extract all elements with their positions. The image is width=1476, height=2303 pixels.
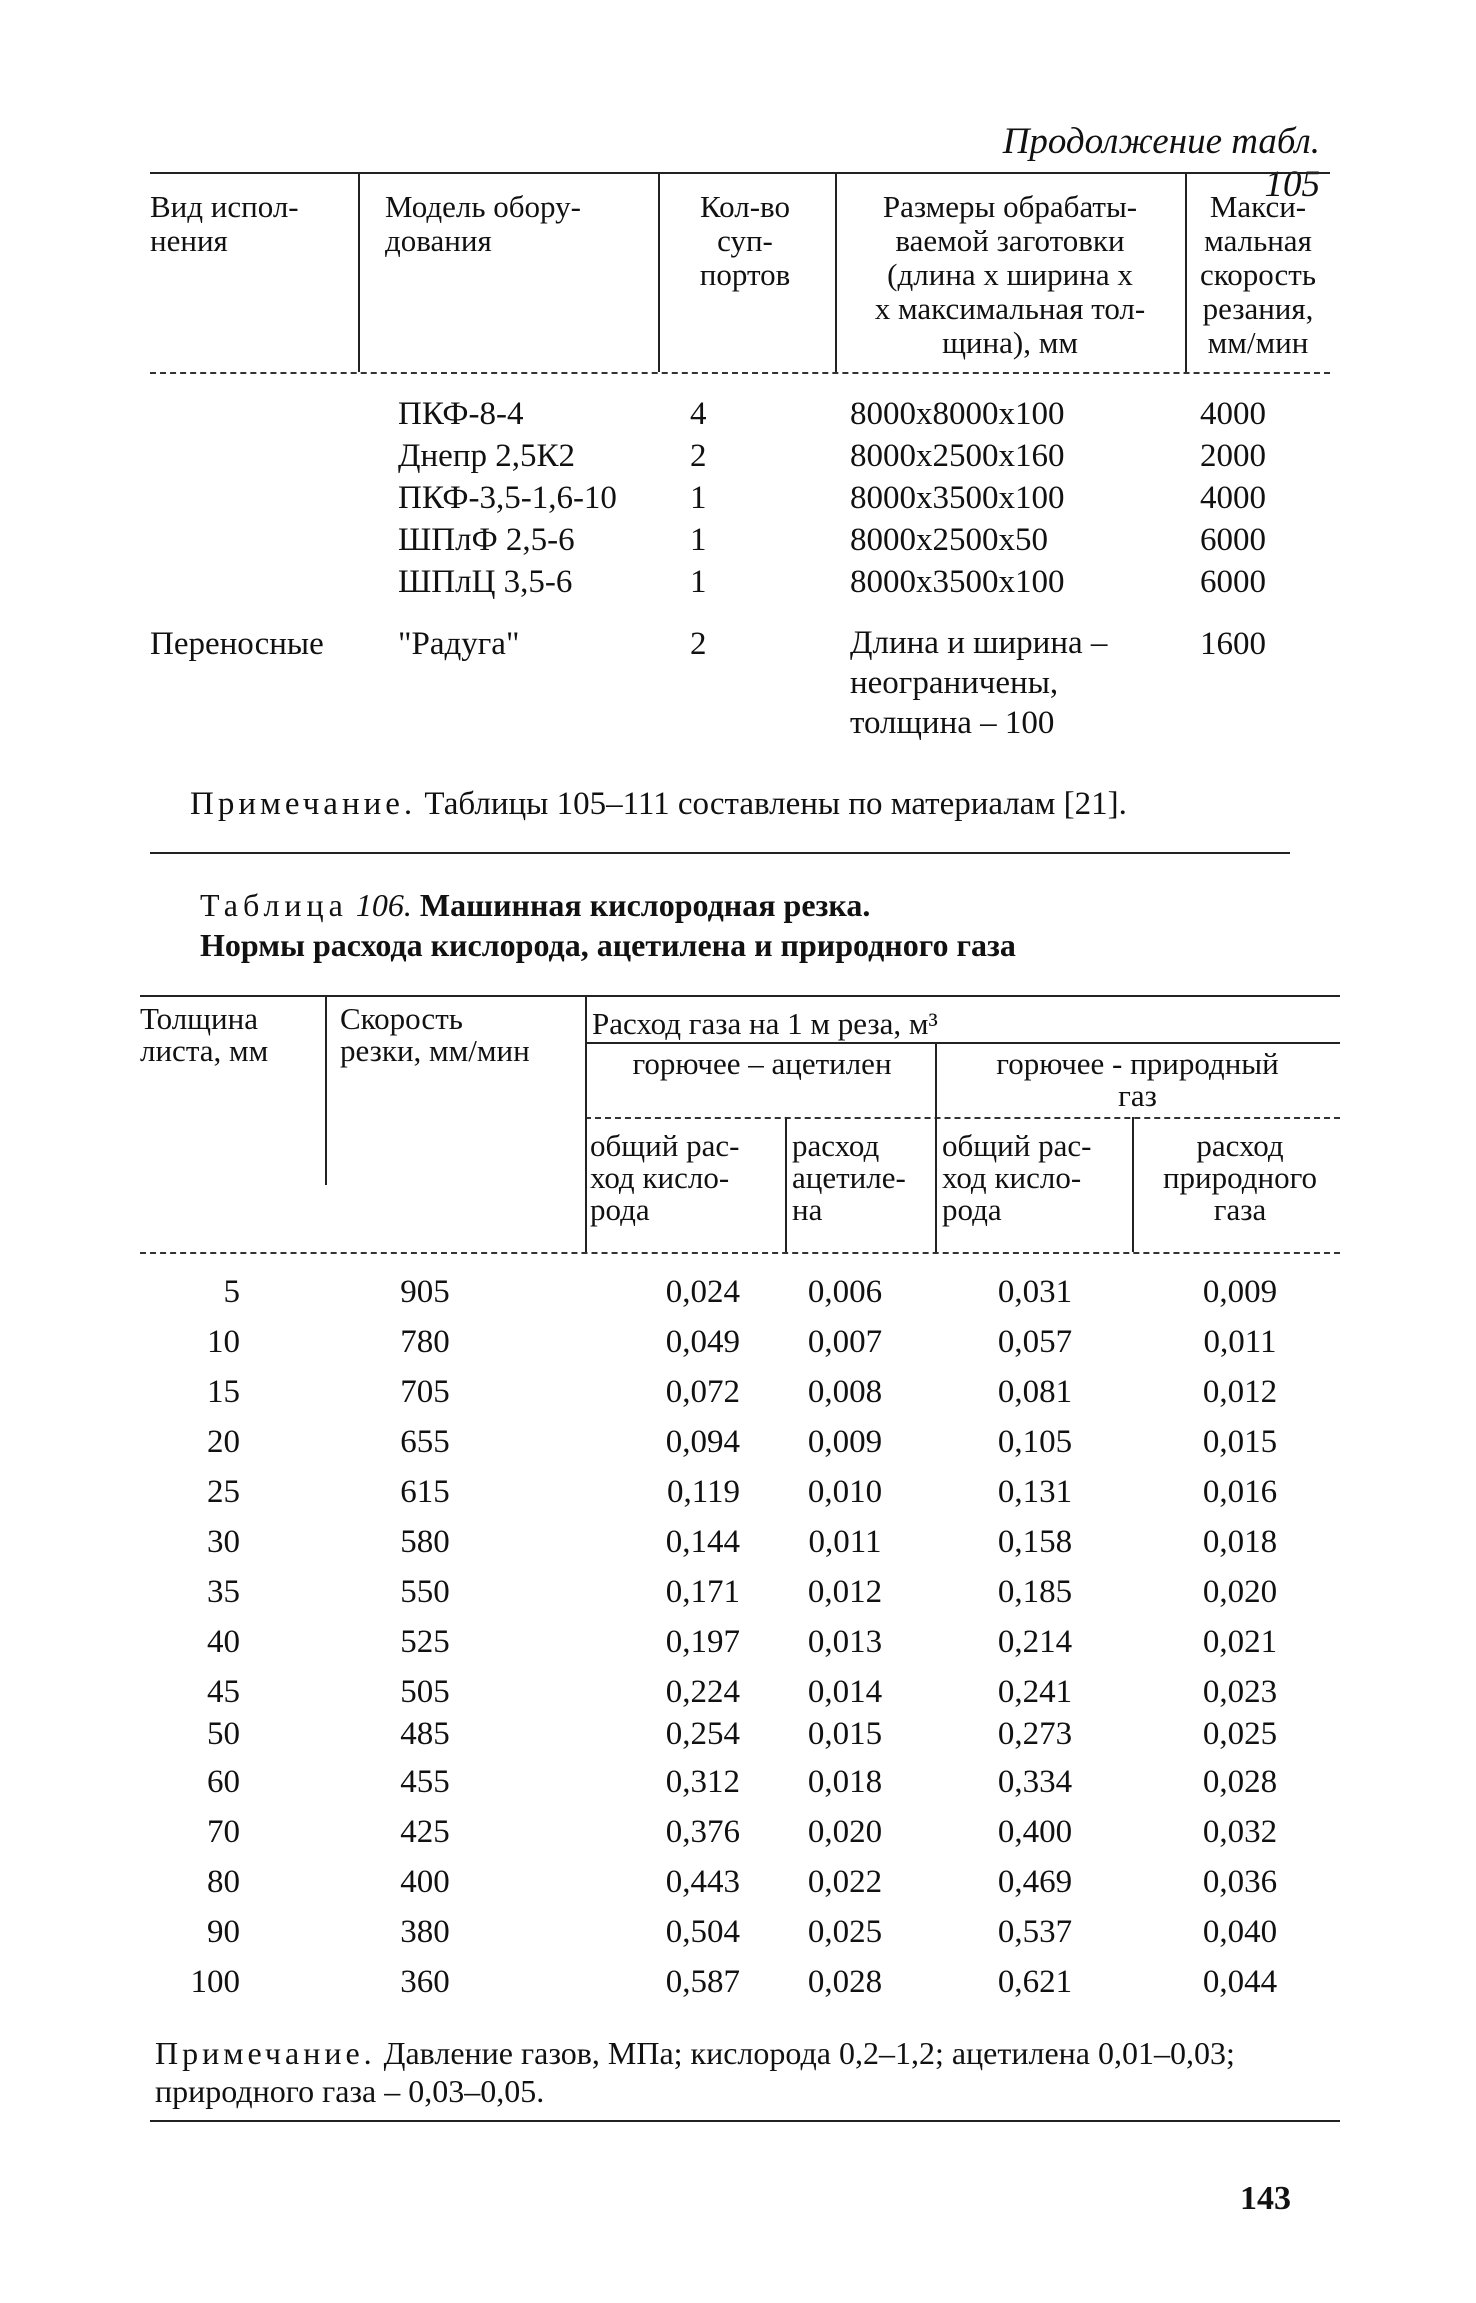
header-acetylene-flow: расход ацетиле- на: [792, 1128, 906, 1227]
note-table-106: [155, 2034, 1355, 2110]
speed-cell: 550: [400, 1574, 450, 1610]
acetylene-cell: 0,007: [807, 1324, 883, 1360]
header-natural-flow: расход природного газа: [1162, 1128, 1318, 1227]
acetylene-cell: 0,015: [807, 1716, 883, 1752]
count-cell: 1: [690, 522, 707, 558]
thickness-cell: 10: [207, 1324, 240, 1360]
column-divider: [358, 172, 360, 372]
column-divider: [1185, 172, 1187, 372]
speed-cell: 615: [400, 1474, 450, 1510]
speed-cell: 455: [400, 1764, 450, 1800]
acetylene-cell: 0,018: [807, 1764, 883, 1800]
size-cell: 8000x2500x50: [850, 522, 1048, 558]
oxygen-acetylene-cell: 0,587: [665, 1964, 740, 2000]
table-row: [0, 1958, 1476, 2006]
thickness-cell: 25: [207, 1474, 240, 1510]
header-type: Вид испол- нения: [150, 189, 299, 258]
table-row: [0, 1468, 1476, 1516]
header-bottom-rule: [140, 1252, 1340, 1254]
oxygen-natural-cell: 0,537: [997, 1914, 1073, 1950]
header-model: Модель обору- дования: [385, 189, 581, 258]
table-row: [0, 1808, 1476, 1856]
thickness-cell: 40: [207, 1624, 240, 1660]
header-size: Размеры обрабаты- ваемой заготовки (длина x ширина x x максимальная тол- щина), мм: [874, 189, 1146, 360]
table-label: Таблица: [200, 887, 348, 923]
natural-gas-cell: 0,023: [1202, 1674, 1278, 1710]
column-divider: [585, 995, 587, 1252]
table-row: [0, 1668, 1476, 1716]
header-oxygen-total-acetylene: общий рас- ход кисло- рода: [590, 1128, 740, 1227]
natural-gas-cell: 0,036: [1202, 1864, 1278, 1900]
natural-gas-cell: 0,011: [1203, 1324, 1277, 1360]
table-row: [0, 1568, 1476, 1616]
bottom-rule: [150, 2120, 1340, 2122]
table-106-title: [200, 885, 1016, 965]
oxygen-acetylene-cell: 0,049: [665, 1324, 740, 1360]
table-row: [0, 1418, 1476, 1466]
subgroup-rule: [585, 1117, 1340, 1119]
oxygen-acetylene-cell: 0,224: [665, 1674, 740, 1710]
table-row: [0, 1268, 1476, 1316]
count-cell: 2: [690, 626, 707, 662]
acetylene-cell: 0,006: [807, 1274, 883, 1310]
oxygen-natural-cell: 0,621: [997, 1964, 1073, 2000]
thickness-cell: 30: [207, 1524, 240, 1560]
column-divider: [1132, 1117, 1134, 1252]
speed-cell: 360: [400, 1964, 450, 2000]
oxygen-natural-cell: 0,031: [997, 1274, 1073, 1310]
size-cell: 8000x3500x100: [850, 564, 1065, 600]
table-row: [0, 1518, 1476, 1566]
acetylene-cell: 0,014: [807, 1674, 883, 1710]
acetylene-cell: 0,013: [807, 1624, 883, 1660]
thickness-cell: 5: [223, 1274, 240, 1310]
oxygen-acetylene-cell: 0,504: [665, 1914, 740, 1950]
oxygen-acetylene-cell: 0,119: [666, 1474, 740, 1510]
gas-flow-underline: [585, 1042, 1340, 1044]
count-cell: 1: [690, 480, 707, 516]
speed-cell: 485: [400, 1716, 450, 1752]
natural-gas-cell: 0,016: [1202, 1474, 1278, 1510]
oxygen-acetylene-cell: 0,094: [665, 1424, 740, 1460]
table-row: [0, 1618, 1476, 1666]
thickness-cell: 35: [207, 1574, 240, 1610]
column-divider: [785, 1117, 787, 1252]
thickness-cell: 100: [190, 1964, 240, 2000]
size-cell: Длина и ширина – неограничены, толщина – 100: [850, 625, 1108, 741]
acetylene-cell: 0,022: [807, 1864, 883, 1900]
speed-cell: 505: [400, 1674, 450, 1710]
acetylene-cell: 0,028: [807, 1964, 883, 2000]
oxygen-acetylene-cell: 0,254: [665, 1716, 740, 1752]
natural-gas-cell: 0,018: [1202, 1524, 1278, 1560]
header-count: Кол-во суп- портов: [699, 189, 791, 292]
model-cell: ШПлЦ 3,5-6: [398, 564, 573, 600]
oxygen-natural-cell: 0,057: [997, 1324, 1073, 1360]
note-table-105: [190, 786, 1127, 823]
speed-cell: 400: [400, 1864, 450, 1900]
oxygen-natural-cell: 0,081: [997, 1374, 1073, 1410]
model-cell: ШПлФ 2,5-6: [398, 522, 575, 558]
speed-cell: 380: [400, 1914, 450, 1950]
oxygen-natural-cell: 0,273: [997, 1716, 1073, 1752]
table-number: 106.: [355, 887, 412, 923]
thickness-cell: 70: [207, 1814, 240, 1850]
thickness-cell: 50: [207, 1716, 240, 1752]
type-cell: Переносные: [150, 626, 324, 662]
continuation-title: Продолжение табл. 105: [1002, 121, 1320, 205]
table-row: [0, 1318, 1476, 1366]
note-label: Примечание.: [190, 786, 417, 822]
header-bottom-rule: [150, 372, 1330, 374]
natural-gas-cell: 0,012: [1202, 1374, 1278, 1410]
oxygen-acetylene-cell: 0,376: [665, 1814, 740, 1850]
natural-gas-cell: 0,021: [1202, 1624, 1278, 1660]
speed-cell: 6000: [1200, 564, 1266, 600]
column-divider: [325, 995, 327, 1185]
oxygen-natural-cell: 0,334: [997, 1764, 1073, 1800]
oxygen-natural-cell: 0,214: [997, 1624, 1073, 1660]
speed-cell: 6000: [1200, 522, 1266, 558]
oxygen-natural-cell: 0,185: [997, 1574, 1073, 1610]
size-cell: 8000x2500x160: [850, 438, 1065, 474]
speed-cell: 525: [400, 1624, 450, 1660]
thickness-cell: 45: [207, 1674, 240, 1710]
speed-cell: 705: [400, 1374, 450, 1410]
table-top-rule: [150, 172, 1330, 174]
column-divider: [935, 1042, 937, 1252]
oxygen-natural-cell: 0,241: [997, 1674, 1073, 1710]
table-top-rule: [140, 995, 1340, 997]
acetylene-cell: 0,011: [808, 1524, 882, 1560]
natural-gas-cell: 0,028: [1202, 1764, 1278, 1800]
speed-cell: 780: [400, 1324, 450, 1360]
note-text: Давление газов, МПа; кислорода 0,2–1,2; ацетилена 0,01–0,03; природного газа – 0,03–0,05.: [155, 2035, 1235, 2109]
table-title-line-1: Машинная кислородная резка.: [419, 887, 871, 923]
header-acetylene-group: горючее – ацетилен: [632, 1046, 892, 1081]
model-cell: Днепр 2,5К2: [398, 438, 575, 474]
natural-gas-cell: 0,040: [1202, 1914, 1278, 1950]
header-speed: Макси- мальная скорость резания, мм/мин: [1200, 189, 1316, 360]
model-cell: ПКФ-8-4: [398, 396, 524, 432]
speed-cell: 2000: [1200, 438, 1266, 474]
header-natural-group: горючее - природный газ: [996, 1046, 1279, 1113]
oxygen-acetylene-cell: 0,072: [665, 1374, 740, 1410]
acetylene-cell: 0,025: [807, 1914, 883, 1950]
oxygen-natural-cell: 0,158: [997, 1524, 1073, 1560]
natural-gas-cell: 0,032: [1202, 1814, 1278, 1850]
oxygen-natural-cell: 0,469: [997, 1864, 1073, 1900]
table-title-line-2: Нормы расхода кислорода, ацетилена и природного газа: [200, 927, 1016, 963]
column-divider: [658, 172, 660, 372]
note-text: Таблицы 105–111 составлены по материалам [21].: [424, 786, 1127, 822]
page-number: 143: [1240, 2180, 1291, 2217]
note-label: Примечание.: [155, 2035, 376, 2071]
column-divider: [835, 172, 837, 372]
thickness-cell: 90: [207, 1914, 240, 1950]
speed-cell: 655: [400, 1424, 450, 1460]
size-cell: 8000x8000x100: [850, 396, 1065, 432]
table-row: [0, 1858, 1476, 1906]
oxygen-acetylene-cell: 0,443: [665, 1864, 740, 1900]
speed-cell: 4000: [1200, 480, 1266, 516]
oxygen-natural-cell: 0,400: [997, 1814, 1073, 1850]
header-thickness: Толщина листа, мм: [140, 1001, 269, 1068]
oxygen-acetylene-cell: 0,197: [665, 1624, 740, 1660]
header-gas-flow: Расход газа на 1 м реза, м³: [592, 1006, 938, 1041]
size-cell: 8000x3500x100: [850, 480, 1065, 516]
thickness-cell: 15: [207, 1374, 240, 1410]
oxygen-acetylene-cell: 0,144: [665, 1524, 740, 1560]
speed-cell: 425: [400, 1814, 450, 1850]
table-row: [0, 1710, 1476, 1758]
oxygen-acetylene-cell: 0,171: [665, 1574, 740, 1610]
acetylene-cell: 0,008: [807, 1374, 883, 1410]
natural-gas-cell: 0,044: [1202, 1964, 1278, 2000]
acetylene-cell: 0,020: [807, 1814, 883, 1850]
oxygen-natural-cell: 0,131: [997, 1474, 1073, 1510]
thickness-cell: 60: [207, 1764, 240, 1800]
table-row: [0, 1368, 1476, 1416]
thickness-cell: 20: [207, 1424, 240, 1460]
count-cell: 1: [690, 564, 707, 600]
natural-gas-cell: 0,020: [1202, 1574, 1278, 1610]
table-row: [0, 1908, 1476, 1956]
model-cell: "Радуга": [398, 626, 520, 662]
oxygen-acetylene-cell: 0,024: [665, 1274, 740, 1310]
header-oxygen-total-natural: общий рас- ход кисло- рода: [942, 1128, 1092, 1227]
count-cell: 2: [690, 438, 707, 474]
header-speed: Скорость резки, мм/мин: [340, 1001, 530, 1068]
count-cell: 4: [690, 396, 707, 432]
speed-cell: 1600: [1200, 626, 1266, 662]
speed-cell: 4000: [1200, 396, 1266, 432]
model-cell: ПКФ-3,5-1,6-10: [398, 480, 617, 516]
natural-gas-cell: 0,025: [1202, 1716, 1278, 1752]
section-divider: [150, 852, 1290, 854]
acetylene-cell: 0,012: [807, 1574, 883, 1610]
acetylene-cell: 0,009: [807, 1424, 883, 1460]
thickness-cell: 80: [207, 1864, 240, 1900]
table-row: [0, 1758, 1476, 1806]
oxygen-acetylene-cell: 0,312: [665, 1764, 740, 1800]
acetylene-cell: 0,010: [807, 1474, 883, 1510]
oxygen-natural-cell: 0,105: [997, 1424, 1073, 1460]
natural-gas-cell: 0,009: [1202, 1274, 1278, 1310]
speed-cell: 580: [400, 1524, 450, 1560]
natural-gas-cell: 0,015: [1202, 1424, 1278, 1460]
speed-cell: 905: [400, 1274, 450, 1310]
